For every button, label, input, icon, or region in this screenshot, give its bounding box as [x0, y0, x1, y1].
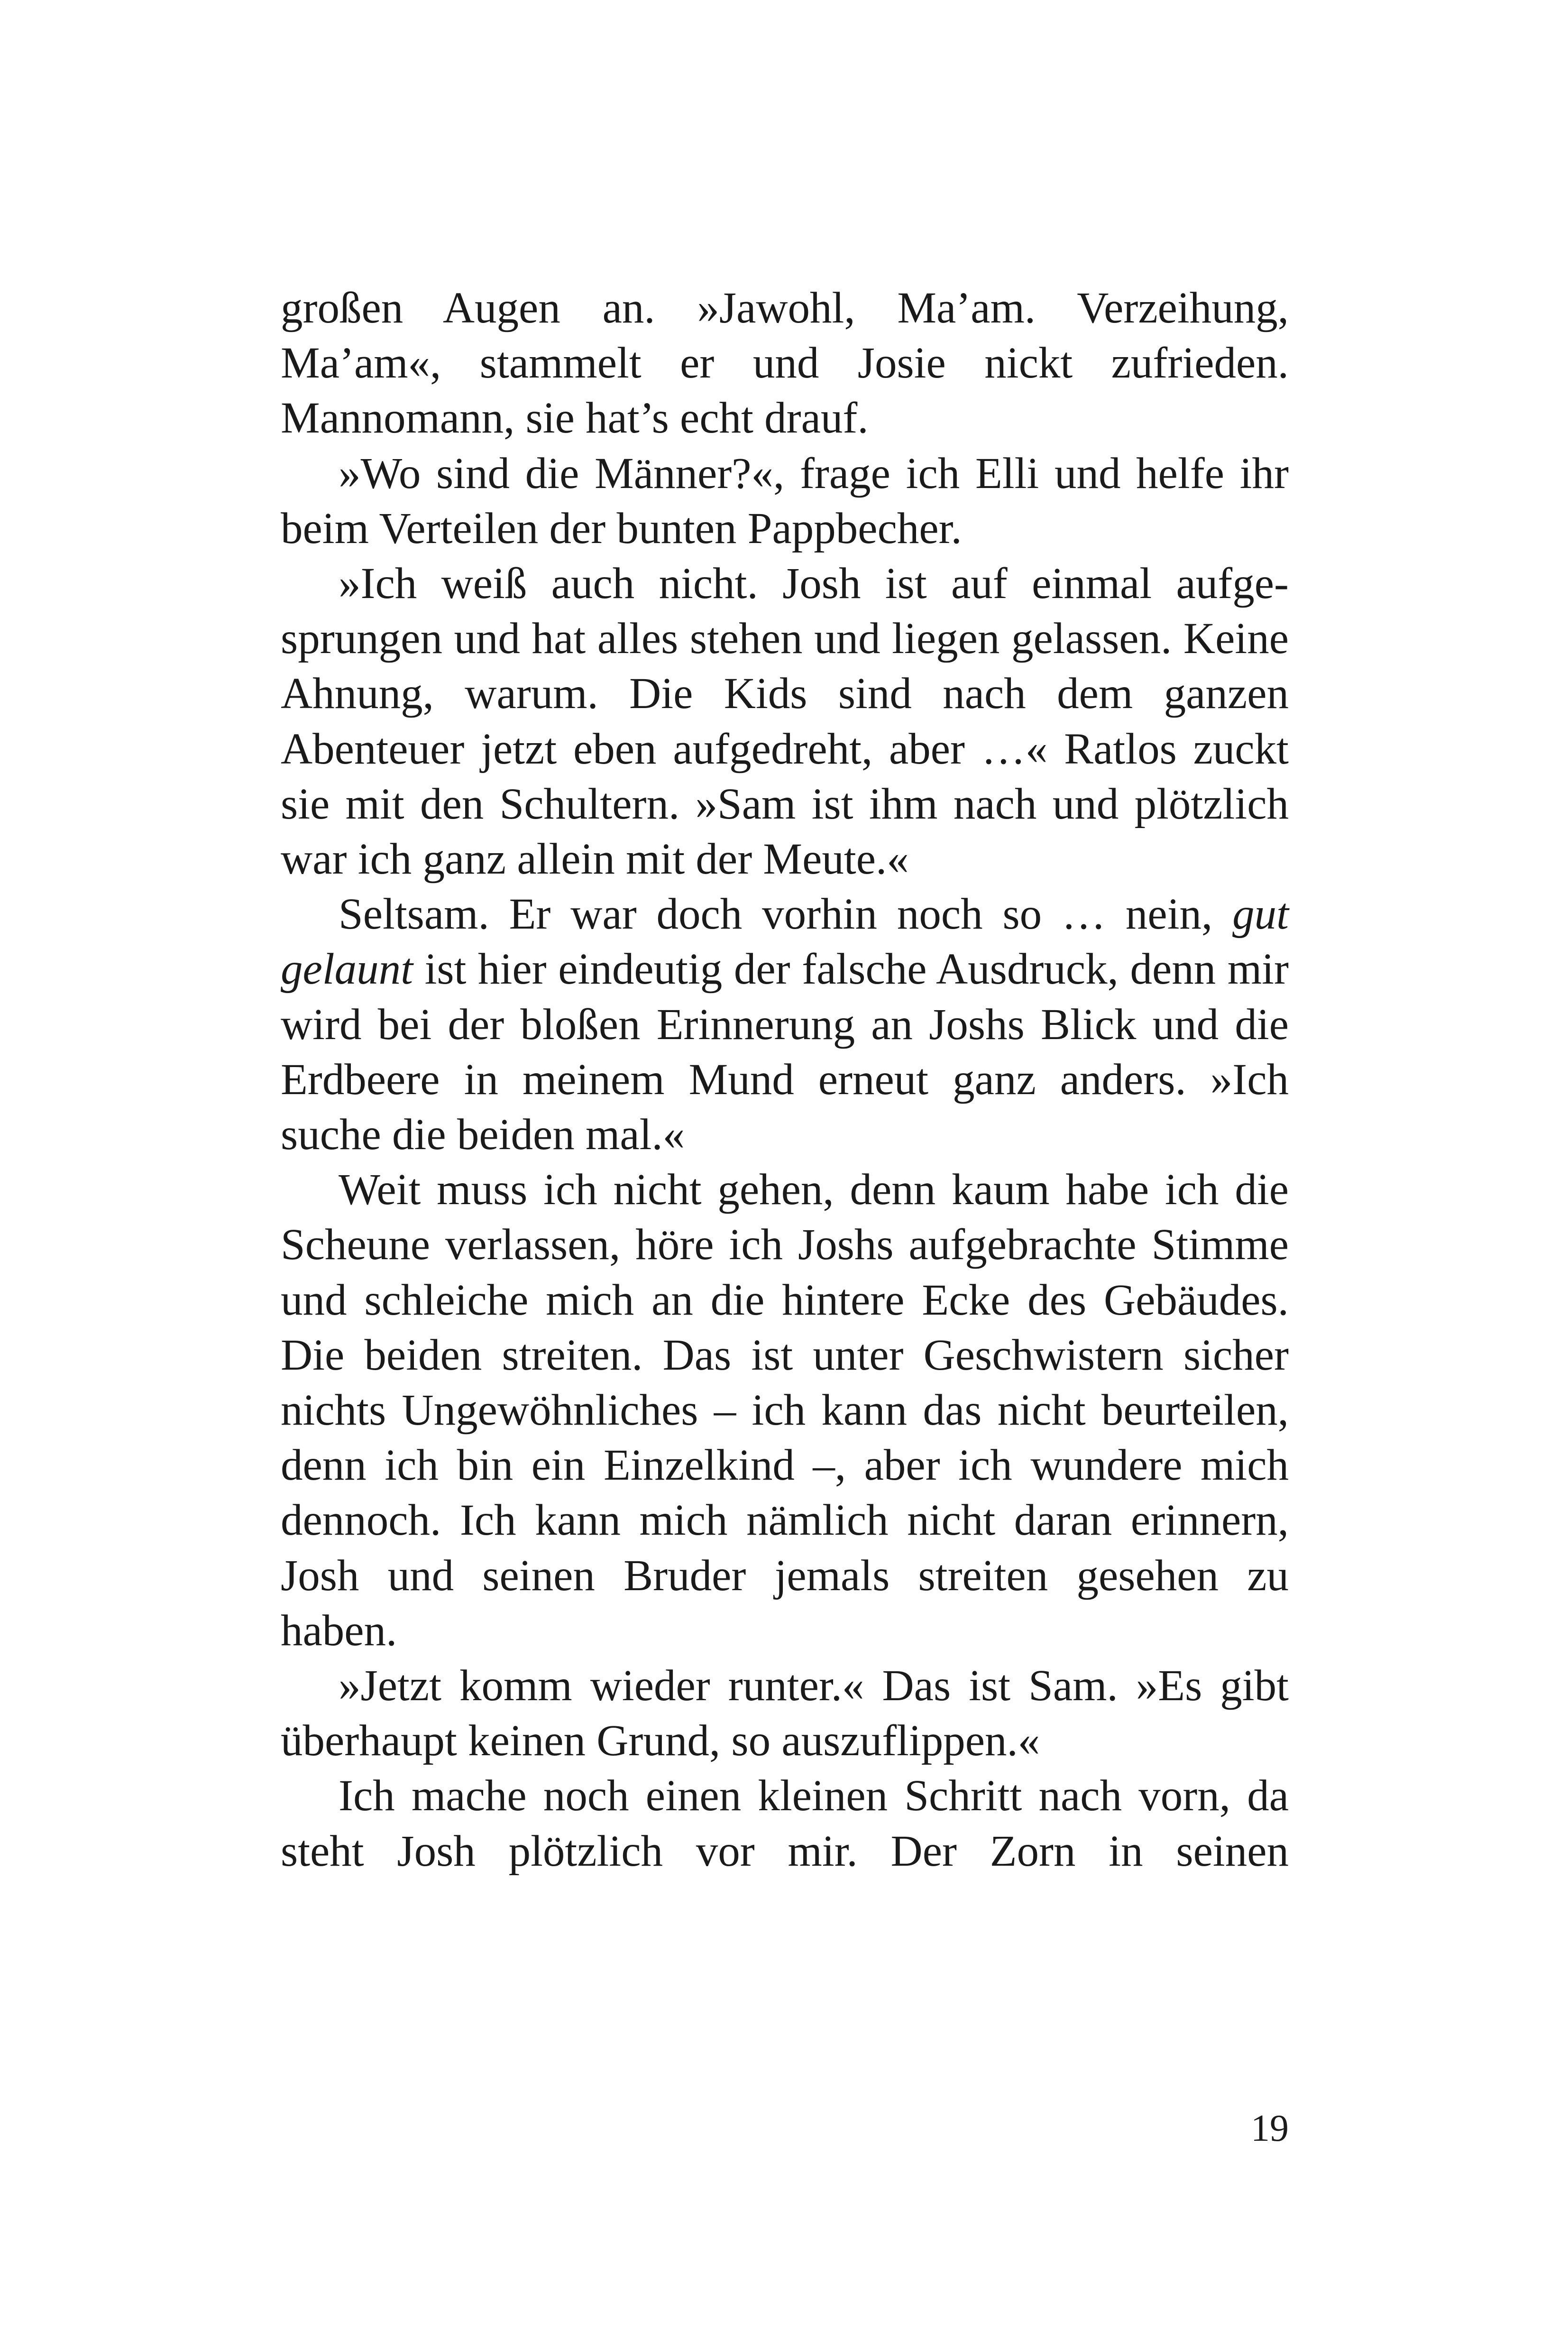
paragraph-6: »Jetzt komm wieder runter.« Das ist Sam. »Es gibt überhaupt keinen Grund, so auszuflippen.«: [281, 1661, 1289, 1766]
paragraph-2: »Wo sind die Männer?«, frage ich Elli und helfe ihr beim Verteilen der bunten Pappbecher.: [281, 449, 1289, 553]
paragraph-3: »Ich weiß auch nicht. Josh ist auf einmal aufgesprungen und hat alles stehen und liegen gelassen. Keine Ahnung, warum. Die Kids sind nach dem ganzen Abenteuer jetzt eben aufgedreht, aber …« Ratlos zuckt sie mit den Schultern. »Sam ist ihm nach und plötzlich war ich ganz allein mit der Meute.«: [281, 559, 1289, 884]
paragraph-4: [281, 887, 1289, 1162]
paragraph-1: großen Augen an. »Jawohl, Ma’am. Verzeihung, Ma’am«, stammelt er und Josie nickt zufrieden. Mannomann, sie hat’s echt drauf.: [281, 284, 1289, 443]
paragraph-7: Ich mache noch einen kleinen Schritt nach vorn, da steht Josh plötzlich vor mir. Der Zorn in seinen: [281, 1771, 1289, 1876]
paragraph-4-lead: Seltsam. Er war doch vorhin noch so … nein,: [339, 890, 1233, 939]
paragraph-4-rest: ist hier eindeutig der falsche Ausdruck, denn mir wird bei der bloßen Erinnerung an Joshs Blick und die Erdbeere in meinem Mund erneut ganz anders. »Ich suche die beiden mal.«: [281, 945, 1289, 1160]
body-text: [281, 281, 1289, 1879]
paragraph-5: Weit muss ich nicht gehen, denn kaum habe ich die Scheune verlassen, höre ich Joshs aufgebrachte Stimme und schleiche mich an die hintere Ecke des Gebäudes. Die beiden streiten. Das ist unter Geschwistern sicher nichts Ungewöhnliches – ich kann das nicht beurteilen, denn ich bin ein Einzelkind –, aber ich wundere mich dennoch. Ich kann mich nämlich nicht daran erinnern, Josh und seinen Bruder jemals streiten gesehen zu haben.: [281, 1165, 1289, 1655]
italic-emphasis: gut gelaunt: [281, 890, 1289, 994]
page-number: 19: [1251, 2108, 1289, 2149]
